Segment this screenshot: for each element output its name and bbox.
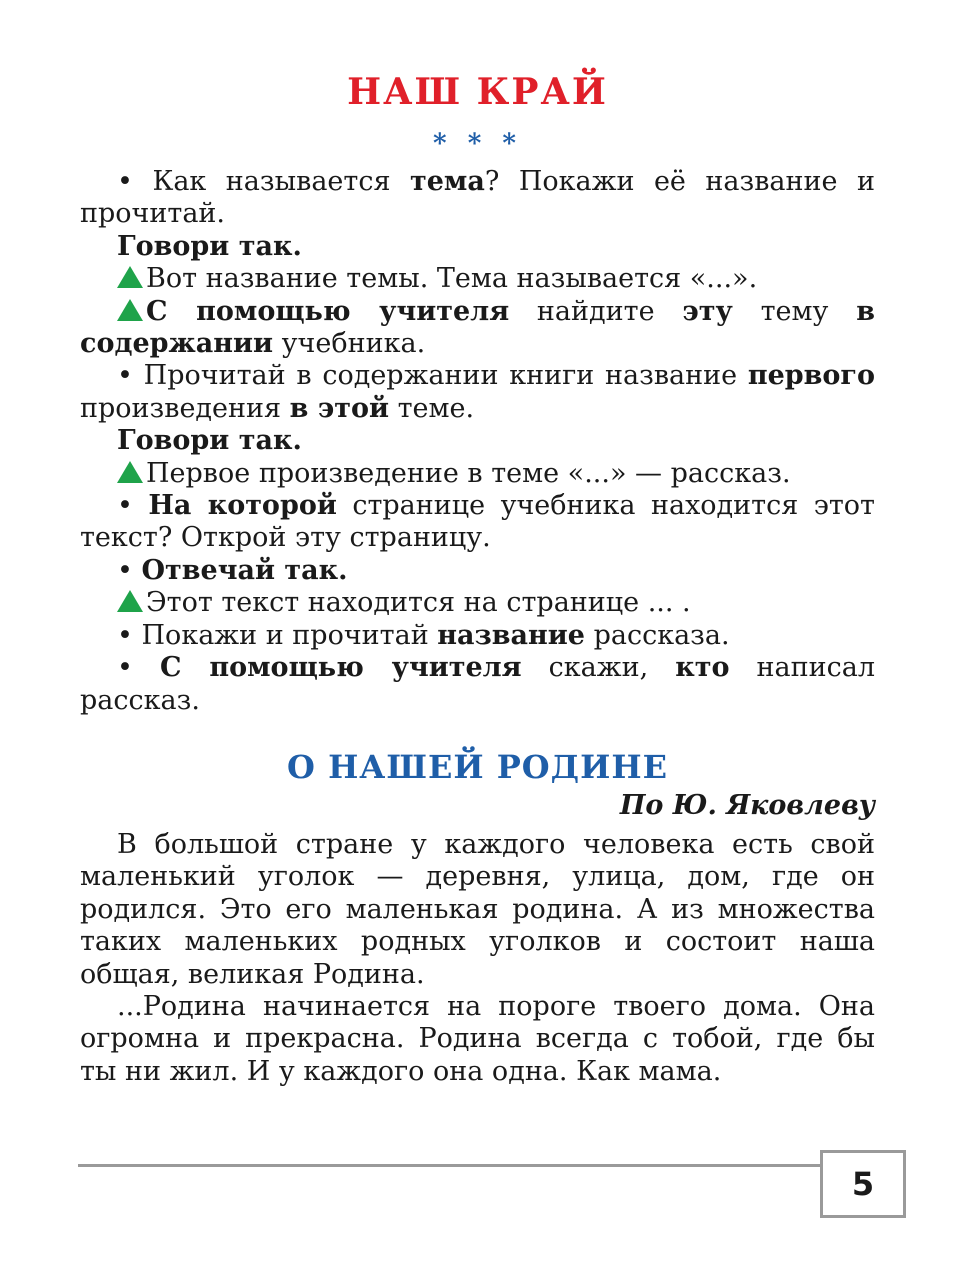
- say-label-1: Говори так.: [117, 230, 302, 262]
- task-3: • Прочитай в содержании книги название первого произведения в этой теме.: [80, 360, 875, 424]
- green-triangle-icon: [117, 266, 143, 288]
- answer-pattern-2: Первое произведение в теме «...» — рассказ.: [80, 458, 875, 490]
- task-2: С помощью учителя найдите эту тему в содержании учебника.: [80, 295, 875, 360]
- story-author: По Ю. Яковлеву: [619, 789, 875, 821]
- answer-pattern-1: Вот название темы. Тема называется «...».: [80, 263, 875, 295]
- task-4: • На которой странице учебника находится этот текст? Открой эту страницу.: [80, 490, 875, 554]
- page-title: НАШ КРАЙ: [347, 71, 608, 113]
- green-triangle-icon: [117, 590, 143, 612]
- answer-label: • Отвечай так.: [117, 554, 348, 586]
- task-6: • С помощью учителя скажи, кто написал рассказ.: [80, 652, 875, 716]
- story-paragraph-2: ...Родина начинается на пороге твоего дома. Она огромна и прекрасна. Родина всегда с тобой, где бы ты ни жил. И у каждого она одна. Как мама.: [80, 990, 875, 1087]
- story-paragraph-1: В большой стране у каждого человека есть свой маленький уголок — деревня, улица, дом, где он родился. Это его маленькая родина. А из множества таких маленьких родных уголков и состоит наша общая, великая Родина.: [80, 828, 875, 990]
- green-triangle-icon: [117, 461, 143, 483]
- page-number: 5: [820, 1150, 906, 1218]
- footer-divider: [78, 1164, 820, 1167]
- task-1: • Как называется тема? Покажи её название и прочитай.: [80, 166, 875, 230]
- textbook-page: [80, 58, 875, 1088]
- task-5: • Покажи и прочитай название рассказа.: [117, 619, 730, 651]
- say-label-2: Говори так.: [117, 425, 302, 457]
- story-title: О НАШЕЙ РОДИНЕ: [287, 747, 668, 786]
- section-stars: * * *: [433, 129, 522, 159]
- green-triangle-icon: [117, 299, 143, 321]
- answer-pattern-3: Этот текст находится на странице ... .: [80, 587, 875, 619]
